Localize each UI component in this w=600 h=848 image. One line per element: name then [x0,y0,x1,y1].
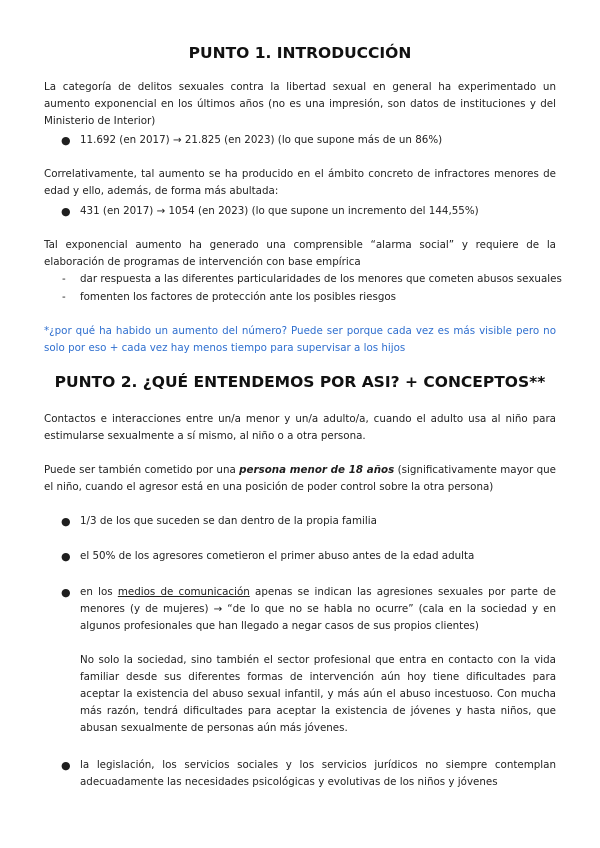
bullet-icon: ● [61,759,71,772]
paragraph-correlation: Correlativamente, tal aumento se ha producido en el ámbito concreto de infractores menores de edad y ello, además, de forma más abultada: [44,168,556,197]
media-link-text: medios de comunicación [117,586,250,598]
paragraph-intro: La categoría de delitos sexuales contra la libertad sexual en general ha experimentado un aumento exponencial en los últimos años (no es una impresión, son datos de instituciones y del Ministerio de Interior) [44,81,556,127]
bullet-icon: ● [61,586,71,599]
paragraph-minor-perpetrator: Puede ser también cometido por una persona menor de 18 años (significativamente mayor que el niño, cuando el agresor está en una posición de poder control sobre la otra persona) [44,464,556,493]
bullet-family: 1/3 de los que suceden se dan dentro de la propia familia [80,515,377,527]
paragraph-definition: Contactos e interacciones entre un/a menor y un/a adulto/a, cuando el adulto usa al niño para estimularse sexualmente a sí mismo, al niño o a otra persona. [44,413,556,442]
emphasis-minor-18: persona menor de 18 años [239,464,395,476]
bullet-legislation: la legislación, los servicios sociales y los servicios jurídicos no siempre contemplan adecuadamente las necesidades psicológicas y evolutivas de los niños y jóvenes [80,759,556,788]
dash-item-respuesta: dar respuesta a las diferentes particularidades de los menores que cometen abusos sexuales [80,273,562,285]
bullet-adulthood: el 50% de los agresores cometieron el primer abuso antes de la edad adulta [80,550,475,562]
section-title-1: PUNTO 1. INTRODUCCIÓN [188,44,412,62]
bullet-media: en los medios de comunicación apenas se indican las agresiones sexuales por parte de menores (y de mujeres) → “de lo que no se habla no ocurre” (cala en la sociedad y en algunos profesionales que han llegado a negar casos de sus propios clientes) [80,586,556,632]
note-blue: *¿por qué ha habido un aumento del número? Puede ser porque cada vez es más visible pero no solo por eso + cada vez hay menos tiempo para supervisar a los hijos [44,325,556,354]
bullet-icon: ● [61,134,71,147]
dash-item-fomenten: fomenten los factores de protección ante los posibles riesgos [80,291,397,303]
dash-icon: - [62,273,66,285]
bullet-icon: ● [61,550,71,563]
bullet-icon: ● [61,205,71,218]
bullet-stat-total: 11.692 (en 2017) → 21.825 (en 2023) (lo que supone más de un 86%) [80,134,443,146]
dash-icon: - [62,291,66,303]
section-title-2: PUNTO 2. ¿QUÉ ENTENDEMOS POR ASI? + CONCEPTOS** [54,373,546,391]
paragraph-society: No solo la sociedad, sino también el sector profesional que entra en contacto con la vida familiar desde sus diferentes formas de intervención aún hoy tiene dificultades para aceptar la existencia del abuso sexual infantil, y más aún el abuso incestuoso. Con mucha más razón, tendrá dificultades para aceptar la existencia de jóvenes y hasta niños, que abusan sexualmente de personas aún más jóvenes. [80,654,556,734]
paragraph-alarm: Tal exponencial aumento ha generado una comprensible “alarma social” y requiere de la elaboración de programas de intervención con base empírica [44,239,556,268]
bullet-stat-minors: 431 (en 2017) → 1054 (en 2023) (lo que supone un incremento del 144,55%) [80,205,479,217]
bullet-icon: ● [61,515,71,528]
